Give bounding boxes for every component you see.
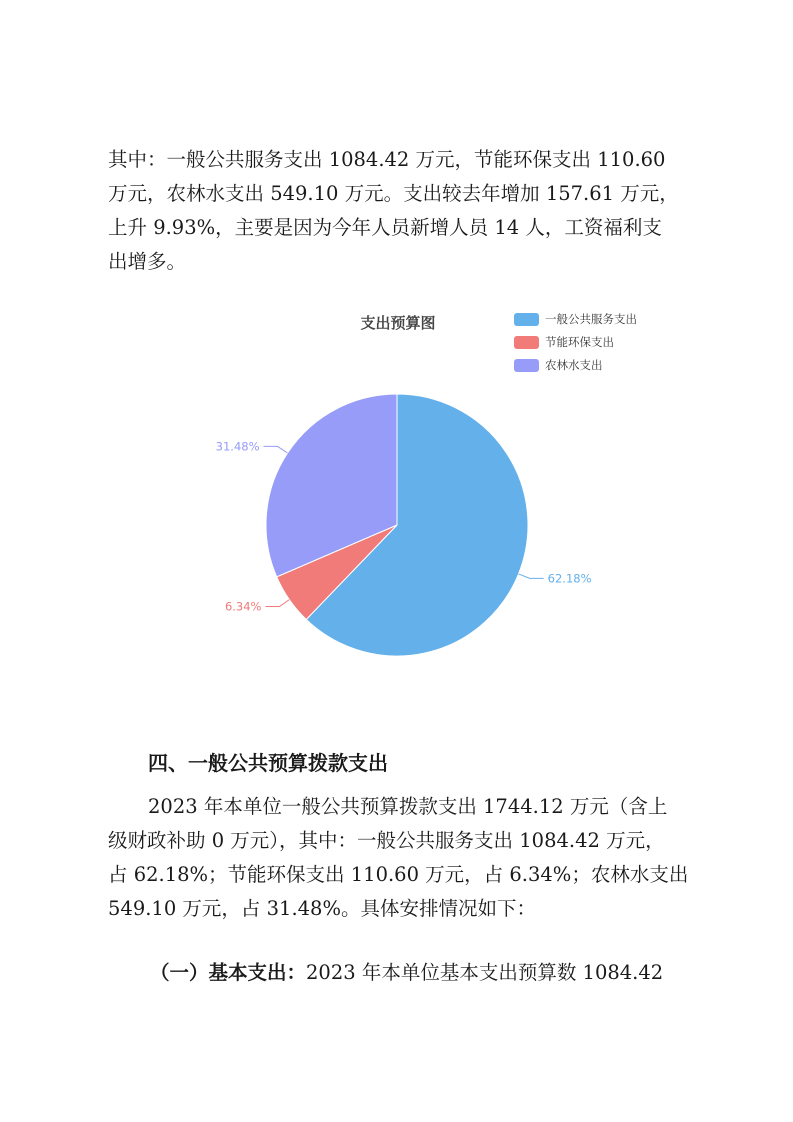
pie-leader-line	[519, 574, 544, 578]
legend-label: 节能环保支出	[545, 335, 614, 349]
legend-label: 农林水支出	[545, 358, 603, 372]
paragraph-general-budget	[108, 790, 693, 926]
legend-swatch	[514, 313, 539, 326]
text-line: 占 62.18%；节能环保支出 110.60 万元，占 6.34%；农林水支出	[108, 863, 689, 886]
pie-slices	[266, 394, 528, 656]
text-line: 出增多。	[108, 250, 187, 273]
text-line: 其中：一般公共服务支出 1084.42 万元，节能环保支出 110.60	[108, 148, 666, 171]
legend-swatch	[514, 359, 539, 372]
text-line: 万元，农林水支出 549.10 万元。支出较去年增加 157.61 万元，	[108, 182, 679, 205]
section-heading: 四、一般公共预算拨款支出	[148, 751, 388, 775]
text-basic-expenditure: 2023 年本单位基本支出预算数 1084.42	[306, 961, 664, 984]
text-line: 级财政补助 0 万元），其中：一般公共服务支出 1084.42 万元，	[108, 829, 665, 852]
pie-data-label: 6.34%	[224, 599, 262, 614]
pie-leader-line	[264, 446, 288, 453]
chart-legend	[514, 312, 637, 372]
paragraph-expenditure-summary	[108, 143, 693, 279]
subheading-basic-expenditure: （一）基本支出：	[150, 961, 307, 984]
pie-data-label: 62.18%	[547, 571, 592, 586]
legend-swatch	[514, 336, 539, 349]
pie-data-label: 31.48%	[215, 439, 260, 454]
text-line: 上升 9.93%，主要是因为今年人员新增人员 14 人，工资福利支	[108, 216, 662, 239]
text-line: 549.10 万元，占 31.48%。具体安排情况如下：	[108, 897, 536, 920]
pie-leader-line	[265, 600, 289, 607]
expenditure-pie-chart	[0, 300, 793, 700]
text-line: 2023 年本单位一般公共预算拨款支出 1744.12 万元（含上	[148, 795, 668, 818]
paragraph-basic-expenditure	[150, 956, 735, 990]
legend-label: 一般公共服务支出	[545, 312, 637, 326]
chart-title: 支出预算图	[360, 314, 436, 332]
